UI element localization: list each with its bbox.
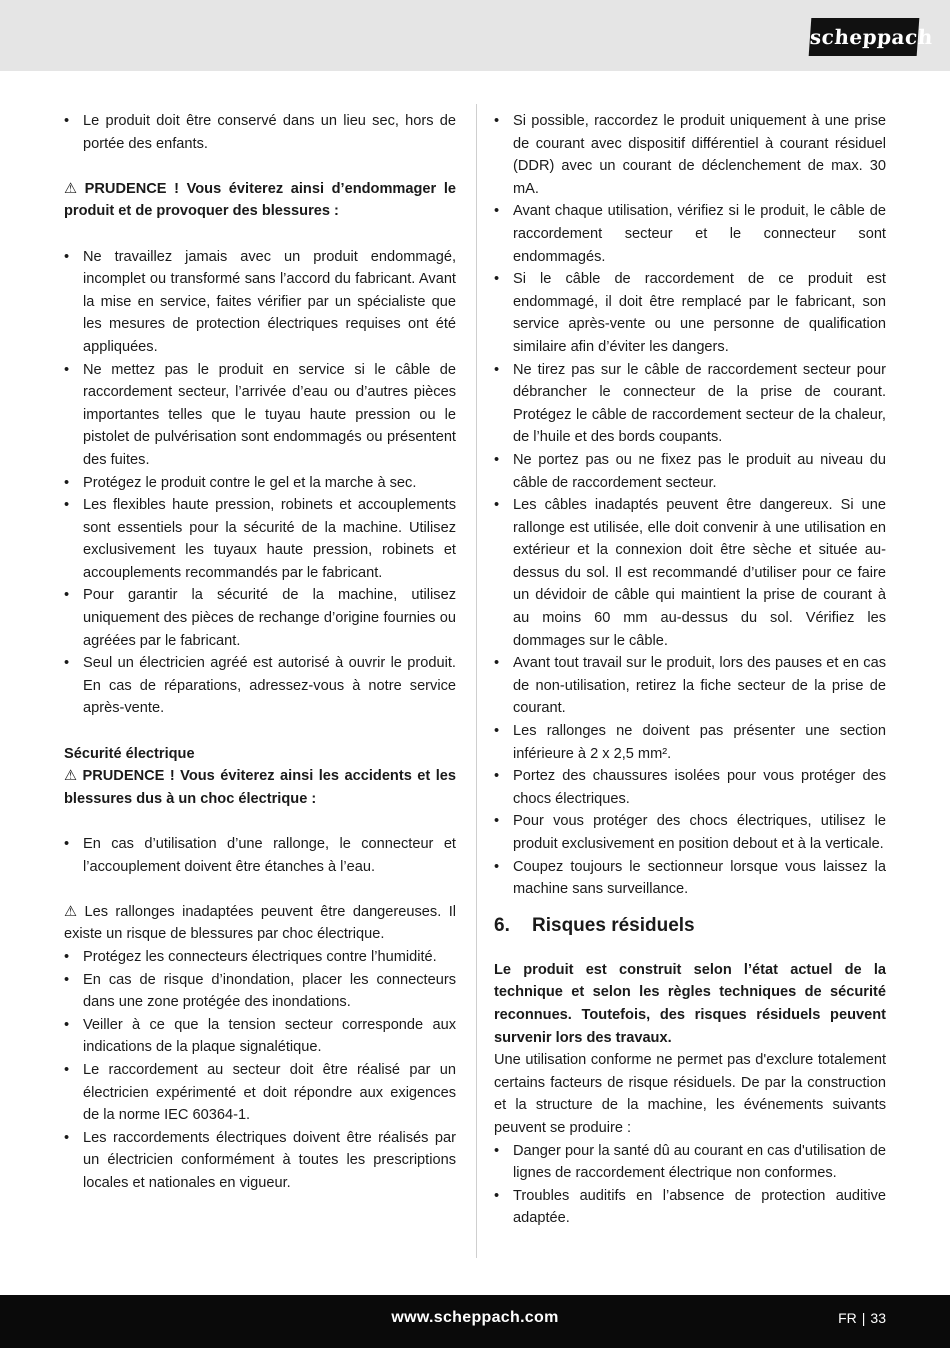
list-item: • Danger pour la santé dû au courant en cas d'utilisation de lignes de raccordement électrique non conformes. [494,1140,886,1185]
warning-notice-damage: ⚠ PRUDENCE ! Vous éviterez ainsi d’endommager le produit et de provoquer des blessures : [64,180,456,220]
list-item: • Veiller à ce que la tension secteur corresponde aux indications de la plaque signalétique. [64,1014,456,1059]
list-item: • Seul un électricien agréé est autorisé à ouvrir le produit. En cas de réparations, adressez-vous à notre service après-vente. [64,652,456,720]
right-list-1 [494,110,886,901]
left-column [64,110,456,1195]
list-item: • Protégez le produit contre le gel et la marche à sec. [64,472,456,495]
scheppach-logo: scheppach [809,18,920,56]
list-item: • Ne mettez pas le produit en service si le câble de raccordement secteur, l’arrivée d’eau ou d’autres pièces importantes telles que le tuyau haute pression ou le pistolet de pulvérisation sont endommagés ou présentent des fuites. [64,359,456,472]
residual-risk-intro-text: Une utilisation conforme ne permet pas d'exclure totalement certains facteurs de risque résiduels. De par la construction et la structure de la machine, les événements suivants peuvent se produire : [494,1052,886,1136]
left-list-2 [64,246,456,720]
list-item: • En cas d’utilisation d’une rallonge, le connecteur et l’accouplement doivent être étanches à l’eau. [64,833,456,878]
list-item: • Le produit doit être conservé dans un lieu sec, hors de portée des enfants. [64,110,456,155]
list-item: • En cas de risque d’inondation, placer les connecteurs dans une zone protégée des inondations. [64,969,456,1014]
right-list-2 [494,1140,886,1230]
list-item: • Ne portez pas ou ne fixez pas le produit au niveau du câble de raccordement secteur. [494,449,886,494]
list-item: • Ne tirez pas sur le câble de raccordement secteur pour débrancher le connecteur de la prise de courant. Protégez le câble de raccordement secteur de la chaleur, de l’huile et des bords coupants. [494,359,886,449]
residual-risk-intro-bold: Le produit est construit selon l’état actuel de la technique et selon les règles techniques de sécurité reconnues. Toutefois, des risques résiduels peuvent survenir lors des travaux. [494,961,886,1046]
website-url: www.scheppach.com [391,1309,559,1326]
footer [0,1295,950,1348]
page-number: 33 [870,1310,886,1326]
list-item: • Portez des chaussures isolées pour vous protéger des chocs électriques. [494,765,886,810]
list-item: • Pour garantir la sécurité de la machine, utilisez uniquement des pièces de rechange d’origine fournies ou agréées par le fabricant. [64,584,456,652]
left-list-4 [64,946,456,1195]
list-item: • Les rallonges ne doivent pas présenter une section inférieure à 2 x 2,5 mm². [494,720,886,765]
right-column [494,110,886,1230]
section-number: 6. [494,914,510,936]
page-indicator [838,1310,886,1326]
section-heading [494,913,886,939]
list-item: • Si possible, raccordez le produit uniquement à une prise de courant avec dispositif différentiel à courant résiduel (DDR) avec un courant de déclenchement de max. 30 mA. [494,110,886,200]
warning-notice-electric: ⚠ PRUDENCE ! Vous éviterez ainsi les accidents et les blessures dus à un choc électrique : [64,768,457,807]
list-item: • Troubles auditifs en l’absence de protection auditive adaptée. [494,1185,886,1230]
list-item: • Ne travaillez jamais avec un produit endommagé, incomplet ou transformé sans l’accord du fabricant. Avant la mise en service, faites vérifier par un spécialiste que les mesures de protection électriques requises ont été appliquées. [64,246,456,359]
electric-safety-heading: Sécurité électrique [64,745,195,762]
warning-triangle-icon: ⚠ [64,768,79,785]
list-item: • Le raccordement au secteur doit être réalisé par un électricien expérimenté et doit répondre aux exigences de la norme IEC 60364-1. [64,1059,456,1127]
list-item: • Si le câble de raccordement de ce produit est endommagé, il doit être remplacé par le fabricant, son service après-vente ou une personne de qualification similaire afin d’éviter les dangers. [494,268,886,358]
left-list-3 [64,833,456,878]
list-item: • Avant chaque utilisation, vérifiez si le produit, le câble de raccordement secteur et le connecteur sont endommagés. [494,200,886,268]
warning-triangle-icon: ⚠ [64,903,81,920]
warning-notice-extension: ⚠ Les rallonges inadaptées peuvent être dangereuses. Il existe un risque de blessures par choc électrique. [64,903,456,943]
list-item: • Les flexibles haute pression, robinets et accouplements sont essentiels pour la sécurité de la machine. Utilisez exclusivement les tuyaux haute pression, robinets et accouplements recommandés par le fabricant. [64,494,456,584]
language-code: FR [838,1310,857,1326]
warning-triangle-icon: ⚠ [64,180,81,197]
list-item: • Coupez toujours le sectionneur lorsque vous laissez la machine sans surveillance. [494,856,886,901]
list-item: • Pour vous protéger des chocs électriques, utilisez le produit exclusivement en position debout et à la verticale. [494,810,886,855]
left-list-1 [64,110,456,155]
column-divider [476,104,477,1258]
header-band [0,0,950,71]
list-item: • Les câbles inadaptés peuvent être dangereux. Si une rallonge est utilisée, elle doit convenir à une utilisation en extérieur et la connexion doit être sèche et située au-dessus du sol. Il est recommandé d’utiliser pour ce faire un dévidoir de câble qui maintient la prise de courant à au moins 60 mm au-dessus du sol. Vérifiez les dommages sur le câble. [494,494,886,652]
separator: | [861,1310,866,1326]
list-item: • Les raccordements électriques doivent être réalisés par un électricien conformément à toutes les prescriptions locales et nationales en vigueur. [64,1127,456,1195]
section-title: Risques résiduels [532,914,695,936]
list-item: • Protégez les connecteurs électriques contre l’humidité. [64,946,456,969]
list-item: • Avant tout travail sur le produit, lors des pauses et en cas de non-utilisation, retirez la fiche secteur de la prise de courant. [494,652,886,720]
